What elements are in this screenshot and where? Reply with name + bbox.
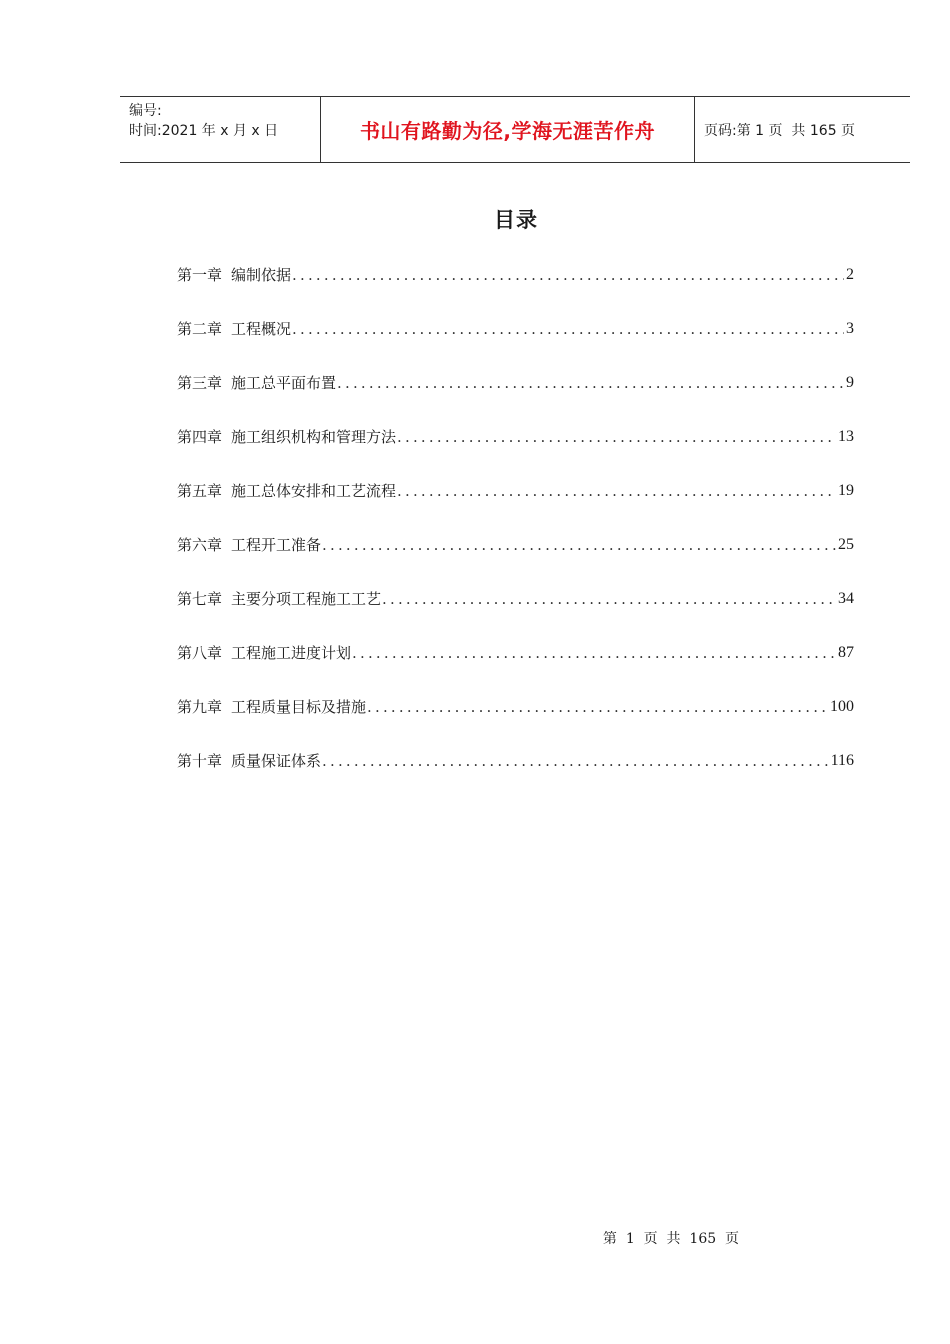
toc-chapter-title: 工程概况 bbox=[231, 320, 292, 338]
toc-chapter-label: 第二章 bbox=[177, 320, 223, 338]
toc-page-number: 116 bbox=[830, 752, 854, 769]
header-page-cell bbox=[695, 97, 910, 162]
toc-chapter-label: 第四章 bbox=[177, 428, 223, 446]
toc-entry-9[interactable] bbox=[177, 694, 854, 748]
document-header bbox=[120, 96, 910, 163]
toc-chapter-label: 第八章 bbox=[177, 644, 223, 662]
toc-chapter-title: 质量保证体系 bbox=[231, 752, 322, 770]
toc-chapter-title: 施工总体安排和工艺流程 bbox=[231, 482, 397, 500]
toc-dot-leader bbox=[397, 478, 836, 504]
toc-dot-leader bbox=[397, 424, 836, 450]
toc-page-number: 9 bbox=[846, 374, 854, 391]
serial-number-label: 编号: bbox=[129, 103, 162, 119]
header-page-number: 页码:第 1 页 共 165 页 bbox=[704, 122, 856, 139]
toc-chapter-label: 第九章 bbox=[177, 698, 223, 716]
toc-chapter-title: 工程质量目标及措施 bbox=[231, 698, 367, 716]
toc-page-number: 34 bbox=[838, 590, 854, 607]
toc-chapter-label: 第七章 bbox=[177, 590, 223, 608]
header-motto-cell bbox=[321, 97, 695, 162]
toc-page-number: 2 bbox=[846, 266, 854, 283]
toc-dot-leader bbox=[292, 262, 844, 288]
toc-chapter-label: 第一章 bbox=[177, 266, 223, 284]
toc-chapter-title: 工程施工进度计划 bbox=[231, 644, 352, 662]
page-footer: 第 1 页 共 165 页 bbox=[602, 1231, 740, 1247]
toc-page-number: 100 bbox=[830, 698, 854, 715]
toc-chapter-title: 施工总平面布置 bbox=[231, 374, 337, 392]
toc-dot-leader bbox=[352, 640, 836, 666]
toc-page-number: 13 bbox=[838, 428, 854, 445]
toc-chapter-title: 主要分项工程施工工艺 bbox=[231, 590, 382, 608]
toc-entry-6[interactable] bbox=[177, 532, 854, 586]
toc-entry-4[interactable] bbox=[177, 424, 854, 478]
toc-dot-leader bbox=[322, 532, 836, 558]
toc-title: 目录 bbox=[494, 208, 538, 232]
date-label: 时间:2021 年 x 月 x 日 bbox=[129, 123, 279, 139]
toc-chapter-label: 第五章 bbox=[177, 482, 223, 500]
toc-dot-leader bbox=[322, 748, 829, 774]
toc-entry-3[interactable] bbox=[177, 370, 854, 424]
toc-chapter-label: 第十章 bbox=[177, 752, 223, 770]
toc-entry-2[interactable] bbox=[177, 316, 854, 370]
motto-text: 书山有路勤为径,学海无涯苦作舟 bbox=[359, 119, 656, 143]
table-of-contents bbox=[177, 262, 854, 802]
toc-chapter-title: 工程开工准备 bbox=[231, 536, 322, 554]
toc-dot-leader bbox=[292, 316, 844, 342]
toc-page-number: 19 bbox=[838, 482, 854, 499]
toc-chapter-title: 施工组织机构和管理方法 bbox=[231, 428, 397, 446]
toc-dot-leader bbox=[337, 370, 844, 396]
header-meta-cell bbox=[120, 97, 321, 162]
toc-entry-1[interactable] bbox=[177, 262, 854, 316]
toc-entry-10[interactable] bbox=[177, 748, 854, 802]
toc-page-number: 87 bbox=[838, 644, 854, 661]
toc-entry-7[interactable] bbox=[177, 586, 854, 640]
toc-entry-5[interactable] bbox=[177, 478, 854, 532]
toc-dot-leader bbox=[382, 586, 836, 612]
toc-chapter-label: 第六章 bbox=[177, 536, 223, 554]
toc-dot-leader bbox=[367, 694, 828, 720]
toc-chapter-title: 编制依据 bbox=[231, 266, 292, 284]
toc-chapter-label: 第三章 bbox=[177, 374, 223, 392]
toc-page-number: 25 bbox=[838, 536, 854, 553]
toc-entry-8[interactable] bbox=[177, 640, 854, 694]
toc-page-number: 3 bbox=[846, 320, 854, 337]
